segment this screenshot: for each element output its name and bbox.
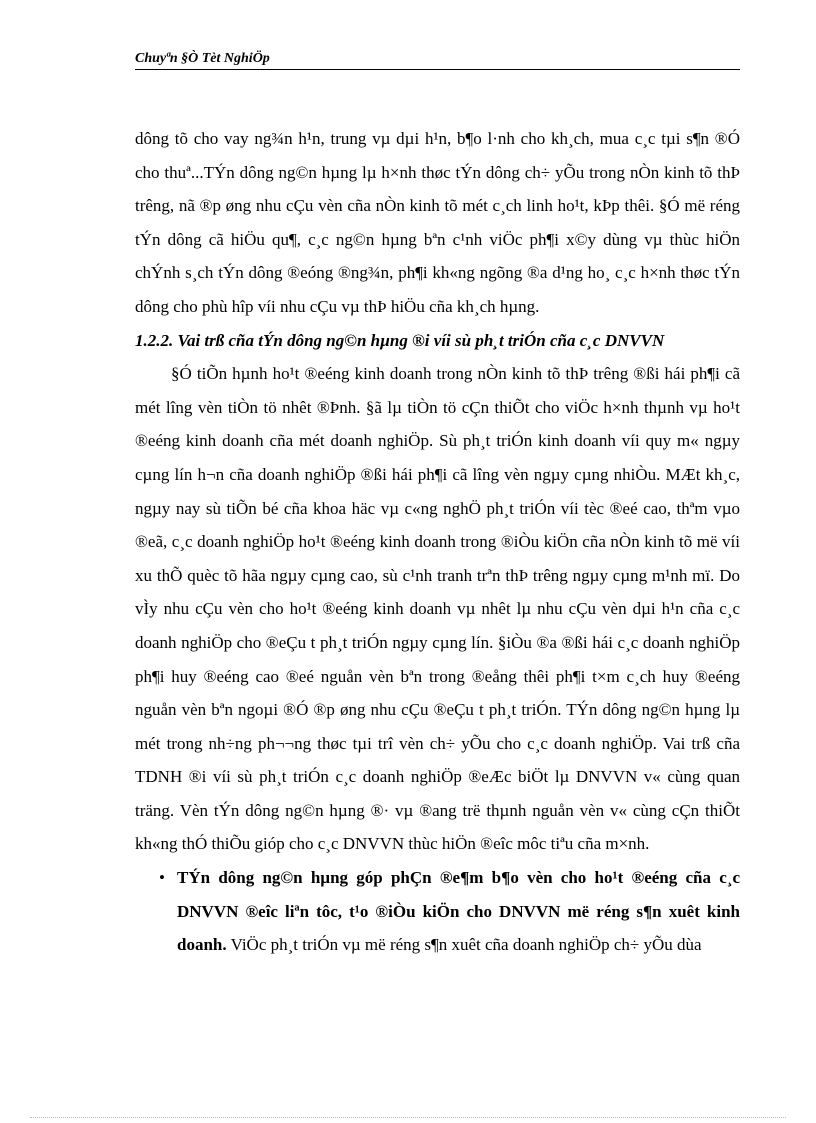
document-body <box>135 122 740 962</box>
bullet-item <box>135 861 740 962</box>
paragraph-1: dông tõ cho vay ng¾n h¹n, trung vµ dµi h¹n, b¶o l·nh cho kh¸ch, mua c¸c tµi s¶n ®Ó cho thuª...TÝn dông ng©n hµng lµ h×nh thøc tÝn dông ch÷ yÕu trong nÒn kinh tõ thÞ trêng, nã ®p øng nhu cÇu vèn cña nÒn kinh tõ mét c¸ch linh ho¹t, kÞp thêi. §Ó më réng tÝn dông cã hiÖu qu¶, c¸c ng©n hµng bªn c¹nh viÖc ph¶i x©y dùng vµ thùc hiÖn chÝnh s¸ch tÝn dông ®eóng ®ng¾n, ph¶i kh«ng ngõng ®a d¹ng ho¸ c¸c h×nh thøc tÝn dông cho phù hîp víi nhu cÇu vµ thÞ hiÖu cña kh¸ch hµng. <box>135 129 740 316</box>
section-heading: 1.2.2. Vai trß cña tÝn dông ng©n hµng ®i víi sù ph¸t triÓn cña c¸c DNVVN <box>135 330 665 350</box>
bullet-bold-text: TÝn dông ng©n hµng góp phÇn ®e¶m b¶o vèn cho ho¹t ®eéng cña c¸c DNVVN ®eîc liªn tôc, t¹o ®iÒu kiÖn cho DNVVN më réng s¶n xuêt kinh doanh. <box>177 868 740 955</box>
page-header <box>135 50 740 70</box>
paragraph-2: §Ó tiÕn hµnh ho¹t ®eéng kinh doanh trong nÒn kinh tõ thÞ trêng ®ßi hái ph¶i cã mét lîng vèn tiÒn tö nhêt ®Þnh. §ã lµ tiÒn tö cÇn thiÕt cho viÖc h×nh thµnh vµ ho¹t ®eéng kinh doanh cña mét doanh nghiÖp. Sù ph¸t triÓn kinh doanh víi quy m« ngµy cµng lín h¬n cña doanh nghiÖp ®ßi hái ph¶i cã lîng vèn ngµy cµng nhiÒu. MÆt kh¸c, ngµy nay sù tiÕn bé cña khoa häc vµ c«ng nghÖ ph¸t triÓn víi tèc ®eé cao, thªm vµo ®eã, c¸c doanh nghiÖp ho¹t ®eéng kinh doanh trong ®iÒu kiÖn cña nÒn kinh tõ më víi xu thÕ quèc tõ hãa ngµy cµng cao, sù c¹nh tranh trªn thÞ trêng ngµy cµng m¹nh mï. Do vÌy nhu cÇu vèn cho ho¹t ®eéng kinh doanh vµ nhêt lµ nhu cÇu vèn dµi h¹n cña c¸c doanh nghiÖp cho ®eÇu t ph¸t triÓn ngµy cµng lín. §iÒu ®a ®ßi hái c¸c doanh nghiÖp ph¶i huy ®eéng cao ®eé nguån vèn bªn trong ®eång thêi ph¶i t×m c¸ch huy ®eéng nguån vèn bªn ngoµi ®Ó ®p øng nhu cÇu ®eÇu t ph¸t triÓn. TÝn dông ng©n hµng lµ mét trong nh÷ng ph¬¬ng thøc tµi trî vèn ch÷ yÕu cho c¸c doanh nghiÖp. Vai trß cña TDNH ®i víi sù ph¸t triÓn c¸c doanh nghiÖp ®eÆc biÖt lµ DNVVN v« cùng quan träng. Vèn tÝn dông ng©n hµng ®· vµ ®ang trë thµnh nguån vèn v« cùng cÇn thiÕt kh«ng thÓ thiÕu gióp cho c¸c DNVVN thùc hiÖn ®eîc môc tiªu cña m×nh. <box>135 364 740 854</box>
bullet-text <box>177 861 740 962</box>
page-bottom-divider <box>30 1117 786 1118</box>
header-title: Chuyªn §Ò Tèt NghiÖp <box>135 51 270 66</box>
bullet-rest-text: ViÖc ph¸t triÓn vµ më réng s¶n xuêt cña doanh nghiÖp ch÷ yÕu dùa <box>226 935 702 955</box>
bullet-icon: • <box>159 868 165 888</box>
